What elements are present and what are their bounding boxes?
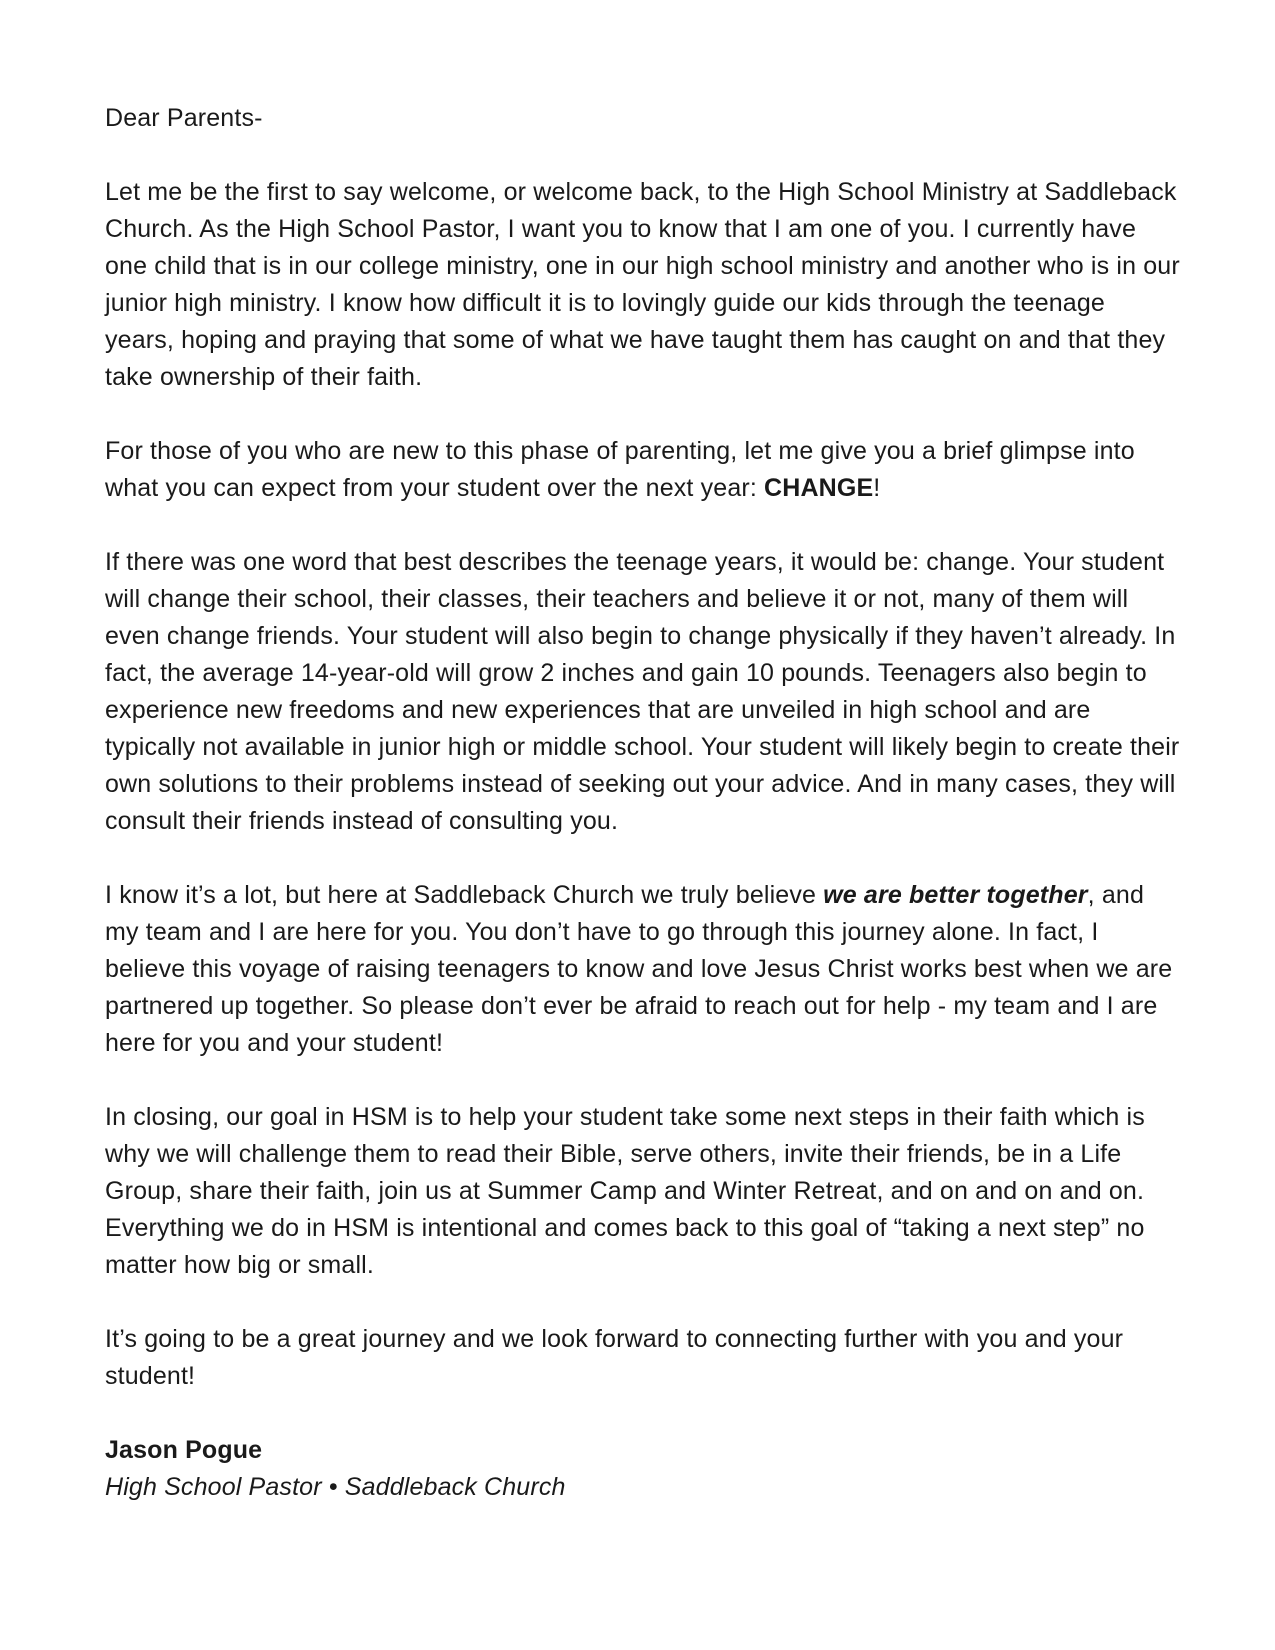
change-emphasis: CHANGE <box>764 474 874 502</box>
signature-title: High School Pastor • Saddleback Church <box>105 1473 566 1501</box>
paragraph-welcome: Let me be the first to say welcome, or welcome back, to the High School Ministry at Saddleback Church. As the High School Pastor, I want you to know that I am one of you. I currently have one child that is in our college ministry, one in our high school ministry and another who is in our junior high ministry. I know how difficult it is to lovingly guide our kids through the teenage years, hoping and praying that some of what we have taught them has caught on and that they take ownership of their faith. <box>105 178 1180 391</box>
paragraph-better-together <box>105 877 1180 1062</box>
paragraph-change-intro-text: For those of you who are new to this phase of parenting, let me give you a brief glimpse into what you can expect from your student over the next year: <box>105 437 1135 502</box>
paragraph-better-together-start: I know it’s a lot, but here at Saddleback Church we truly believe <box>105 881 824 909</box>
paragraph-change-intro-end: ! <box>873 474 881 502</box>
salutation: Dear Parents- <box>105 104 263 132</box>
paragraph-great-journey: It’s going to be a great journey and we look forward to connecting further with you and your student! <box>105 1325 1124 1390</box>
paragraph-change-intro <box>105 433 1180 507</box>
letter-page <box>105 100 1180 1506</box>
better-together-emphasis: we are better together <box>823 881 1088 909</box>
signature-block <box>105 1432 1180 1506</box>
paragraph-teenage-years: If there was one word that best describes the teenage years, it would be: change. Your student will change their school, their classes, their teachers and believe it or not, many of them will even change friends. Your student will also begin to change physically if they haven’t already. In fact, the average 14-year-old will grow 2 inches and gain 10 pounds. Teenagers also begin to experience new freedoms and new experiences that are unveiled in high school and are typically not available in junior high or middle school. Your student will likely begin to create their own solutions to their problems instead of seeking out your advice. And in many cases, they will consult their friends instead of consulting you. <box>105 548 1180 835</box>
paragraph-closing-goal: In closing, our goal in HSM is to help your student take some next steps in their faith which is why we will challenge them to read their Bible, serve others, invite their friends, be in a Life Group, share their faith, join us at Summer Camp and Winter Retreat, and on and on and on. Everything we do in HSM is intentional and comes back to this goal of “taking a next step” no matter how big or small. <box>105 1103 1145 1279</box>
paragraph-better-together-rest: , and my team and I are here for you. You don’t have to go through this journey alone. In fact, I believe this voyage of raising teenagers to know and love Jesus Christ works best when we are partnered up together. So please don’t ever be afraid to reach out for help - my team and I are here for you and your student! <box>105 881 1173 1057</box>
signature-name: Jason Pogue <box>105 1436 263 1464</box>
